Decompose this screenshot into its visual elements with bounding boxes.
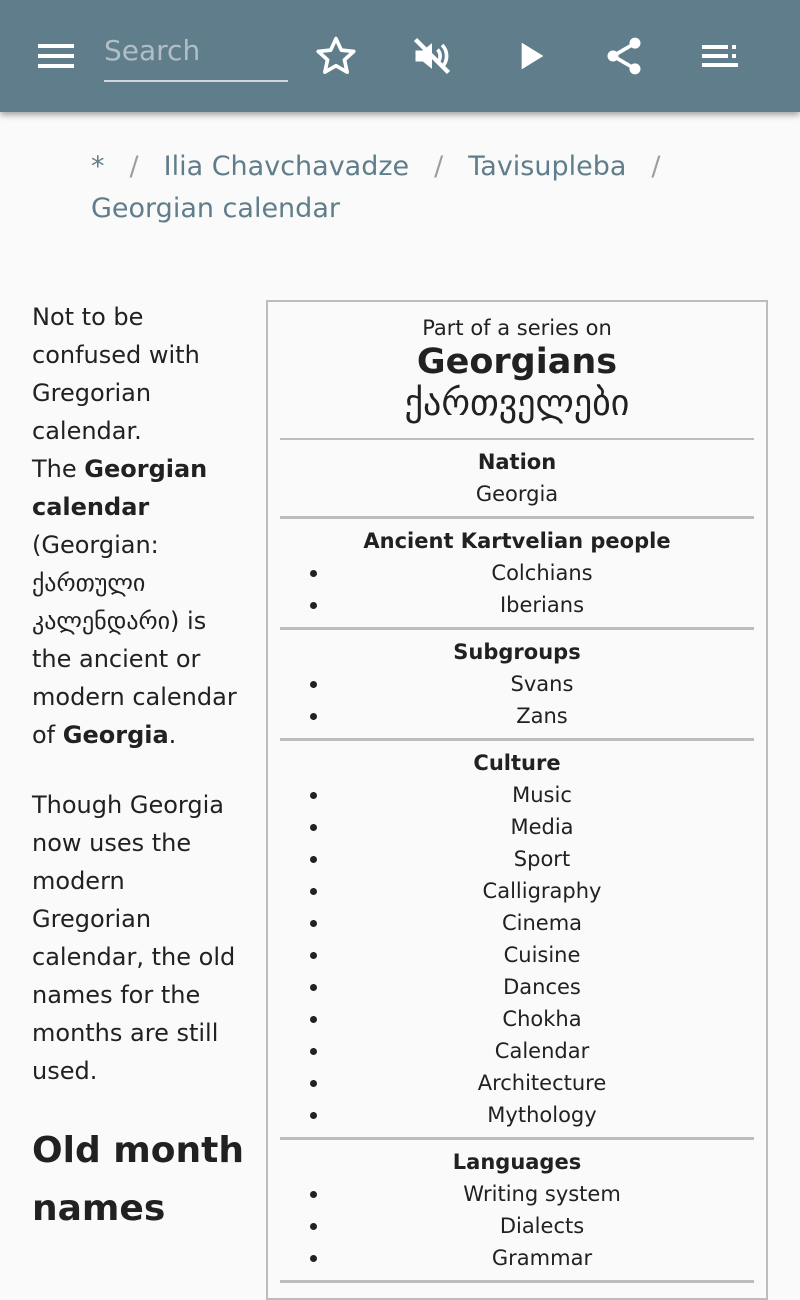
infobox-section [280, 630, 754, 741]
bullet-icon [310, 792, 317, 799]
infobox [266, 300, 768, 1300]
bullet-icon [310, 984, 317, 991]
infobox-list-item-label: Dialects [499, 1214, 585, 1238]
bullet-icon [310, 713, 317, 720]
bullet-icon [310, 1191, 317, 1198]
infobox-list-item[interactable] [280, 875, 754, 907]
georgia-link: Georgia [62, 721, 169, 749]
intro-paragraph: Not to be confused with Gregorian calendar. The Georgian calendar (Georgian: ქართული კალენდარი) is the ancient or modern calendar of Georgia. [32, 303, 237, 749]
search-input[interactable] [104, 28, 288, 72]
infobox-list [280, 1178, 754, 1274]
infobox-list [280, 557, 754, 621]
infobox-list-item[interactable] [280, 1035, 754, 1067]
section-heading: Old month names [32, 1130, 244, 1229]
infobox-section-title: Ancient Kartvelian people [363, 529, 671, 553]
infobox-list-item-label: Dances [503, 975, 581, 999]
infobox-list-item-label: Svans [510, 672, 574, 696]
bullet-icon [310, 1048, 317, 1055]
infobox-list [280, 668, 754, 732]
bullet-icon [310, 888, 317, 895]
breadcrumb-item-root[interactable]: * [91, 151, 105, 182]
infobox-list-item-label: Iberians [499, 593, 585, 617]
breadcrumb-item-ilia-chavchavadze[interactable]: Ilia Chavchavadze [163, 151, 410, 182]
infobox-list-item[interactable] [280, 1067, 754, 1099]
infobox-native-name: ქართველები [404, 383, 630, 424]
second-paragraph: Though Georgia now uses the modern Gregorian calendar, the old names for the months are still used. [32, 791, 236, 1085]
infobox-list-item[interactable] [280, 779, 754, 811]
bullet-icon [310, 681, 317, 688]
bullet-icon [310, 824, 317, 831]
app-bar [0, 0, 800, 112]
infobox-list-item-label: Chokha [502, 1007, 582, 1031]
infobox-list-item[interactable] [280, 589, 754, 621]
infobox-list-item[interactable] [280, 1099, 754, 1131]
hatnote: Not to be confused with Gregorian calendar. [32, 303, 200, 445]
bullet-icon [310, 1080, 317, 1087]
infobox-list-item-label: Calendar [494, 1039, 590, 1063]
infobox-series: Part of a series on [422, 316, 612, 340]
bullet-icon [310, 952, 317, 959]
infobox-section-title: Languages [452, 1150, 582, 1174]
infobox-list-item-label: Grammar [491, 1246, 593, 1270]
infobox-list-item[interactable] [280, 668, 754, 700]
infobox-list-item-label: Cinema [501, 911, 583, 935]
infobox-list-item[interactable] [280, 1003, 754, 1035]
play-icon[interactable] [502, 28, 558, 84]
bullet-icon [310, 570, 317, 577]
list-icon[interactable] [692, 28, 748, 84]
menu-icon[interactable] [28, 28, 84, 84]
infobox-list-item[interactable] [280, 1178, 754, 1210]
star-icon[interactable] [308, 28, 364, 84]
infobox-list-item-label: Sport [513, 847, 571, 871]
volume-off-icon[interactable] [404, 28, 460, 84]
search-field[interactable] [104, 26, 288, 82]
infobox-section-title: Nation [477, 450, 557, 474]
infobox-list-item-label: Architecture [477, 1071, 607, 1095]
infobox-list-item[interactable] [280, 700, 754, 732]
infobox-section [280, 741, 754, 1140]
breadcrumb-separator: / [434, 151, 444, 182]
breadcrumb-separator: / [651, 151, 661, 182]
breadcrumb-item-georgian-calendar[interactable]: Georgian calendar [91, 193, 340, 224]
infobox-section [280, 519, 754, 630]
infobox-list-item[interactable] [280, 1242, 754, 1274]
infobox-list-item[interactable] [280, 557, 754, 589]
bullet-icon [310, 1223, 317, 1230]
breadcrumb-separator: / [129, 151, 139, 182]
infobox-header [280, 302, 754, 440]
bullet-icon [310, 1255, 317, 1262]
bullet-icon [310, 602, 317, 609]
infobox-section-title: Subgroups [453, 640, 581, 664]
breadcrumb-item-tavisupleba[interactable]: Tavisupleba [468, 151, 627, 182]
infobox-list-item-label: Cuisine [503, 943, 581, 967]
infobox-list [280, 779, 754, 1131]
infobox-section [280, 440, 754, 519]
infobox-list-item[interactable] [280, 1210, 754, 1242]
infobox-list-item[interactable] [280, 811, 754, 843]
bullet-icon [310, 1016, 317, 1023]
infobox-list-item-label: Mythology [487, 1103, 597, 1127]
infobox-sections [268, 440, 766, 1283]
infobox-list-item[interactable] [280, 907, 754, 939]
infobox-list-item[interactable] [280, 971, 754, 1003]
bullet-icon [310, 920, 317, 927]
infobox-list-item[interactable] [280, 939, 754, 971]
bullet-icon [310, 856, 317, 863]
infobox-list-item-label: Calligraphy [482, 879, 602, 903]
bullet-icon [310, 1112, 317, 1119]
article-subject: Georgian calendar [32, 455, 208, 521]
infobox-title: Georgians [416, 342, 618, 382]
breadcrumb [91, 146, 691, 230]
infobox-list-item-label: Zans [516, 704, 568, 728]
infobox-section-title: Culture [473, 751, 561, 775]
infobox-list-item-label: Colchians [491, 561, 593, 585]
share-icon[interactable] [596, 28, 652, 84]
infobox-list-item[interactable] [280, 843, 754, 875]
infobox-list-item-label: Music [512, 783, 572, 807]
infobox-section [280, 1140, 754, 1283]
article-body [32, 298, 250, 1238]
infobox-list-item-label: Writing system [463, 1182, 621, 1206]
infobox-section-value[interactable]: Georgia [475, 482, 559, 506]
infobox-list-item-label: Media [510, 815, 574, 839]
